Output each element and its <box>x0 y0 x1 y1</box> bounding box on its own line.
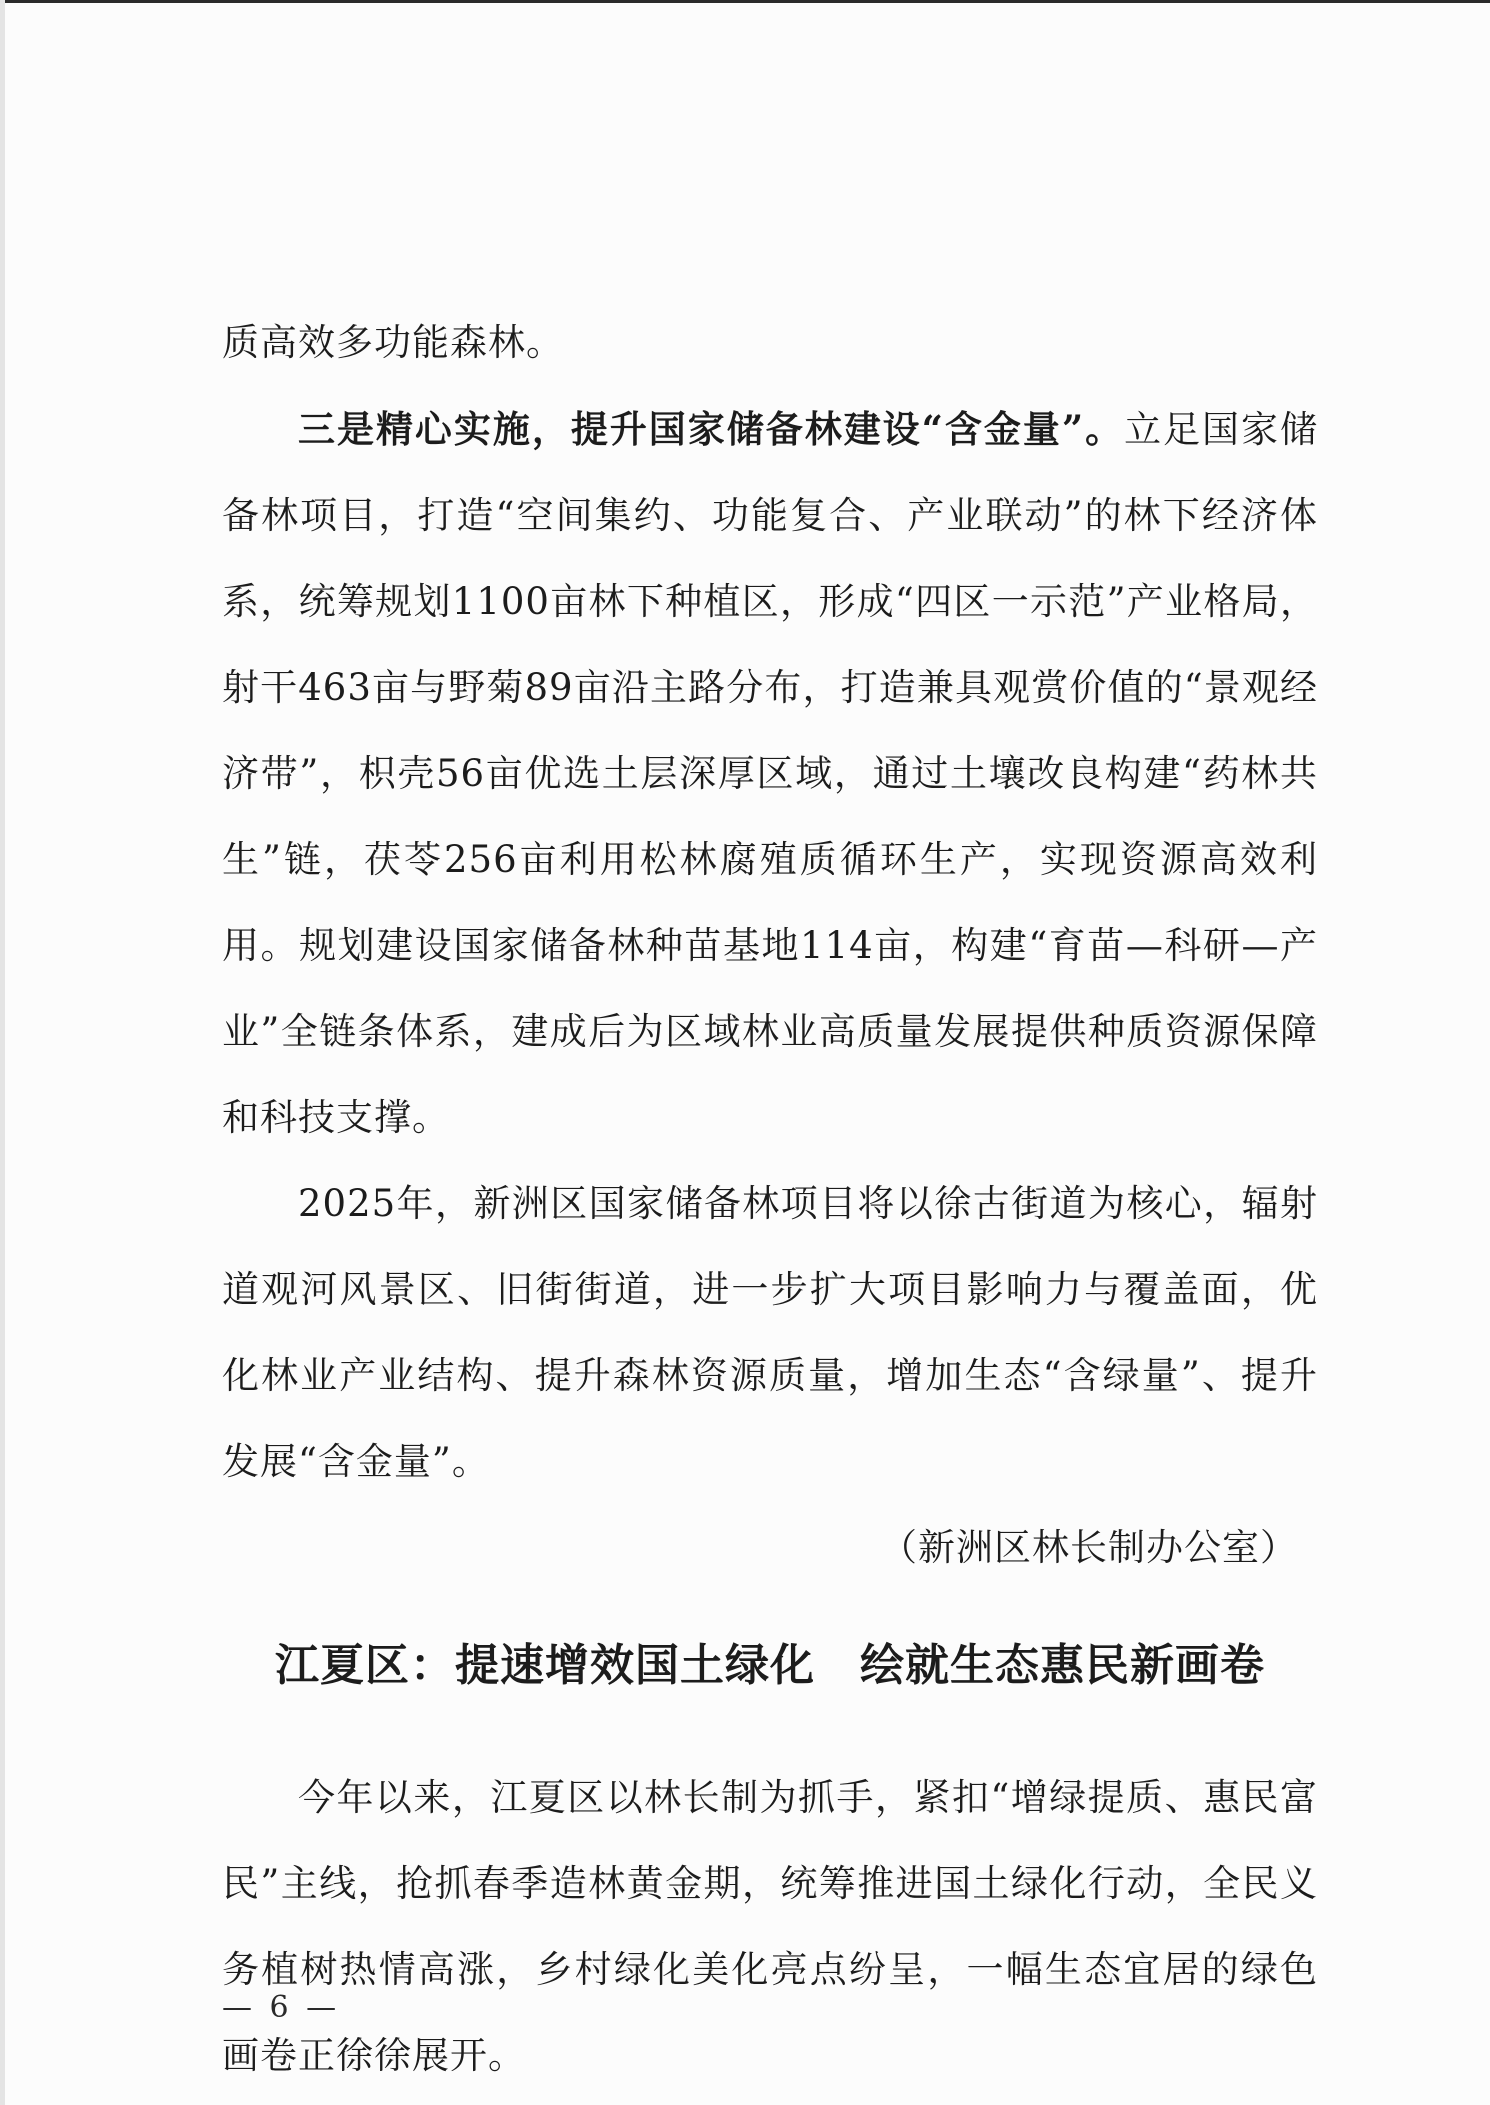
paragraph-lead-heading: 三是精心实施，提升国家储备林建设“含金量”。 <box>298 407 1125 451</box>
page-number: — 6 — <box>222 1990 341 2025</box>
section-title: 江夏区：提速增效国土绿化 绘就生态惠民新画卷 <box>275 1640 1265 1691</box>
paragraph-national-reserve-forest <box>222 386 1318 1161</box>
scan-edge-shadow <box>0 0 5 2105</box>
paragraph-body-text: 立足国家储备林项目，打造“空间集约、功能复合、产业联动”的林下经济体系，统筹规划1100亩林下种植区，形成“四区一示范”产业格局，射干463亩与野菊89亩沿主路分布，打造兼具观赏价值的“景观经济带”，枳壳56亩优选土层深厚区域，通过土壤改良构建“药林共生”链，茯苓256亩利用松林腐殖质循环生产，实现资源高效利用。规划建设国家储备林种苗基地114亩，构建“育苗—科研—产业”全链条体系，建成后为区域林业高质量发展提供种质资源保障和科技支撑。 <box>222 408 1318 1139</box>
section-paragraph-1: 今年以来，江夏区以林长制为抓手，紧扣“增绿提质、惠民富民”主线，抢抓春季造林黄金期，统筹推进国土绿化行动，全民义务植树热情高涨，乡村绿化美化亮点纷呈，一幅生态宜居的绿色画卷正徐徐展开。 <box>222 1776 1318 2077</box>
attribution-line: （新洲区林长制办公室） <box>880 1526 1298 1569</box>
opening-line: 质高效多功能森林。 <box>222 321 564 364</box>
paragraph-2025-plan: 2025年，新洲区国家储备林项目将以徐古街道为核心，辐射道观河风景区、旧街街道，进一步扩大项目影响力与覆盖面，优化林业产业结构、提升森林资源质量，增加生态“含绿量”、提升发展“含金量”。 <box>222 1182 1318 1483</box>
top-border-line <box>0 0 1490 3</box>
document-body <box>222 300 1318 2099</box>
